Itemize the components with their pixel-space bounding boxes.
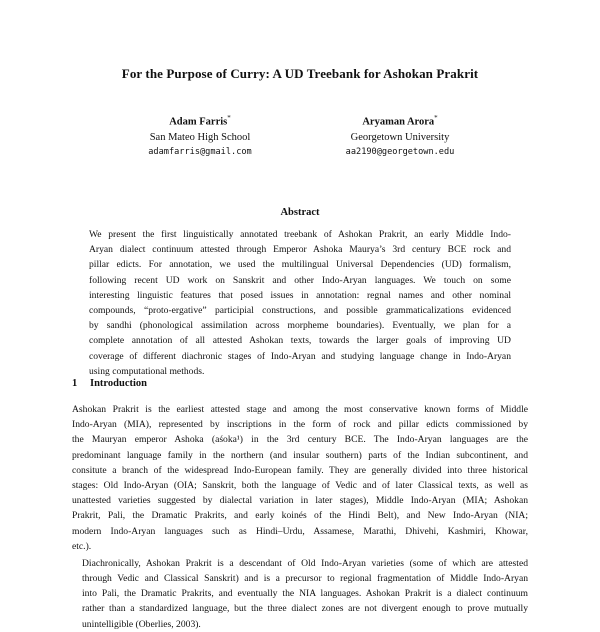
intro-line: modern Indo-Aryan languages such as Hindi–Urdu, Assamese, Marathi, Dhivehi, Kashmiri, Khowar, bbox=[72, 525, 528, 537]
intro-line: Diachronically, Ashokan Prakrit is a descendant of Old Indo-Aryan varieties (some of which are attested bbox=[82, 557, 528, 569]
author-name: Adam Farris* bbox=[169, 114, 231, 128]
abstract-body bbox=[89, 227, 511, 379]
intro-line: through Vedic and Classical Sanskrit) and is a precursor to regional fragmentation of Middle Indo-Aryan bbox=[82, 573, 528, 585]
author-affiliation: San Mateo High School bbox=[149, 131, 251, 143]
intro-line: etc.). bbox=[72, 540, 92, 552]
intro-paragraph-1 bbox=[72, 402, 528, 554]
intro-line: into Pali, the Dramatic Prakrits, and eventually the NIA languages. Ashokan Prakrit is a dialect continuum bbox=[82, 588, 528, 600]
abstract-line: following recent UD work on Sanskrit and other Indo-Aryan languages. We touch on some bbox=[89, 274, 511, 286]
abstract-line: using computational methods. bbox=[89, 365, 205, 377]
intro-line: consitute a branch of the widespread Indo-European family. They are generally divided into three historical bbox=[72, 464, 528, 476]
author-affiliation: Georgetown University bbox=[350, 131, 450, 143]
abstract-line: coverage of different diachronic stages of Indo-Aryan and studying language change in Indo-Aryan bbox=[89, 350, 511, 362]
abstract-line: pillar edicts. For annotation, we used the multilingual Universal Dependencies (UD) formalism, bbox=[89, 259, 511, 271]
author-block-1 bbox=[100, 111, 300, 160]
abstract-heading: Abstract bbox=[280, 207, 320, 218]
intro-line: the Mauryan emperor Ashoka (aśoka¹) in the 3rd century BCE. The Indo-Aryan languages are the bbox=[72, 434, 528, 446]
intro-line: unintelligible (Oberlies, 2003). bbox=[82, 618, 201, 630]
author-block-2 bbox=[300, 111, 500, 160]
section-title: Introduction bbox=[90, 378, 147, 389]
intro-line: stages: Old Indo-Aryan (OIA; Sanskrit, both the language of Vedic and of later Classical texts, as well as bbox=[72, 479, 528, 491]
author-email[interactable]: aa2190@georgetown.edu bbox=[345, 146, 455, 157]
intro-line: unattested varieties suggested by dialectal variation in later stages), Middle Indo-Aryan (MIA; Ashokan bbox=[72, 495, 528, 507]
abstract-line: complete annotation of all attested Ashokan texts, towards the larger goals of improving UD bbox=[89, 335, 511, 347]
intro-line: Prakrit, Pali, the Dramatic Prakrits, and early koinés of the Hindi Belt), and New Indo-Aryan (NIA; bbox=[72, 510, 528, 522]
abstract-line: interesting linguistic features that posed issues in annotation: regnal names and other nominal bbox=[89, 289, 511, 301]
introduction-body bbox=[72, 402, 528, 632]
abstract-line: We present the first linguistically annotated treebank of Ashokan Prakrit, an early Middle Indo- bbox=[89, 229, 511, 240]
paper-title: For the Purpose of Curry: A UD Treebank for Ashokan Prakrit bbox=[121, 66, 479, 81]
section-heading bbox=[72, 378, 147, 389]
intro-line: Indo-Aryan (MIA), represented by inscriptions in the form of rock and pillar edicts commissioned by bbox=[72, 419, 528, 431]
intro-paragraph-2 bbox=[72, 556, 528, 632]
author-name: Aryaman Arora* bbox=[362, 114, 438, 128]
intro-line: predominant language family in the northern (and insular southern) parts of the Indian subcontinent, and bbox=[72, 449, 528, 461]
abstract-line: Aryan dialect continuum attested through Emperor Ashoka Maurya’s 3rd century BCE rock and bbox=[89, 244, 511, 256]
section-number: 1 bbox=[72, 378, 78, 389]
abstract-line: compounds, “proto-ergative” participial constructions, and possible grammaticalizations evidenced bbox=[89, 304, 511, 316]
abstract-line: by sandhi (phonological assimilation across morpheme boundaries). Eventually, we plan for a bbox=[89, 320, 511, 332]
author-email[interactable]: adamfarris@gmail.com bbox=[148, 146, 252, 157]
intro-line: rather than a standardized language, but the three dialect zones are not divergent enough to prove mutually bbox=[82, 603, 528, 615]
intro-line: Ashokan Prakrit is the earliest attested stage and among the most conservative known forms of Middle bbox=[72, 404, 528, 415]
